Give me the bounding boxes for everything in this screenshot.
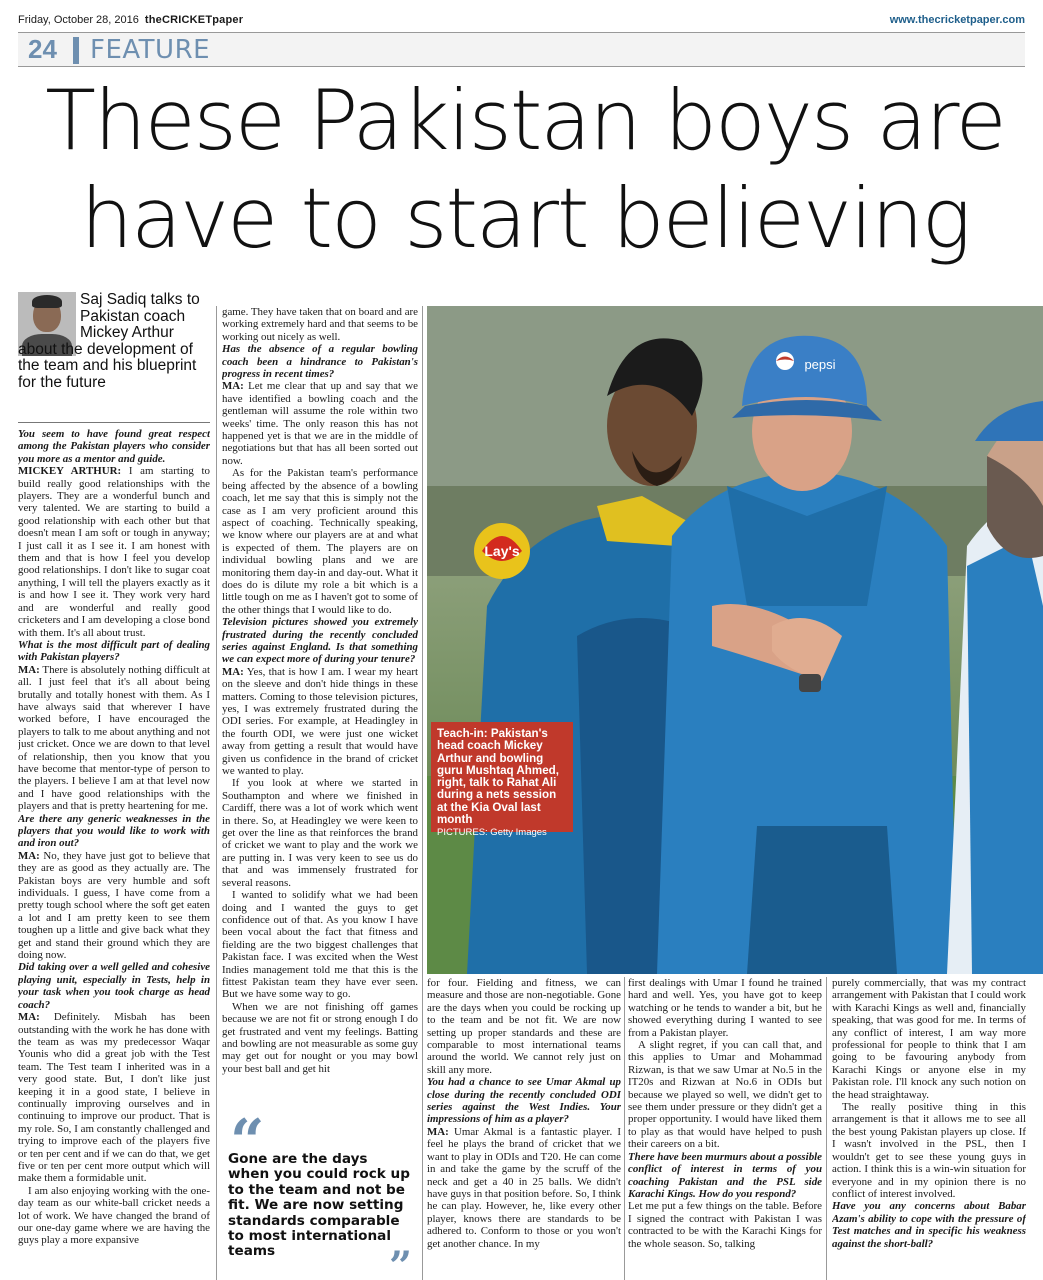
section-divider [73,37,79,64]
interview-question: Has the absence of a regular bowling coach been a hindrance to Pakistan's progress in recent times? [222,343,418,381]
interview-question: There have been murmurs about a possible conflict of interest in terms of you coaching Pakistan and the PSL side Karachi Kings. How do you respond? [628,1150,822,1200]
quote-close-icon: ” [388,1243,412,1280]
interview-question: You seem to have found great respect among the Pakistan players who consider you more as a mentor and guide. [18,428,210,465]
article-column-1 [18,428,210,1280]
section-name: FEATURE [90,35,211,65]
body-paragraph: As for the Pakistan team's performance being affected by the absence of a bowling coach, let me say that this is simply not the case as I am very proficient around this aspect of coaching. Technically speaking, we know where our players are at and what is expected of them. The players are on individual bowling plans and we are monitoring them day-in and day-out. What it does do is dilute my role a bit which is a little tough on me as I haven't got to some of the other things that I would like to do. [222,467,418,616]
body-paragraph: first dealings with Umar I found he trained hard and well. Yes, you have got to keep watching or he tends to wander a bit, but he showed everything during I wanted to see from a Pakistan player. [628,977,822,1039]
body-paragraph: game. They have taken that on board and are working extremely hard and that seems to be working out nicely as well. [222,306,418,343]
standfirst [18,292,210,420]
interview-question: Did taking over a well gelled and cohesive playing unit, especially in Tests, help in your task when you took charge as head coach? [18,961,210,1011]
interview-answer: MA: Definitely. Misbah has been outstanding with the work he has done with the team as was my predecessor Waqar Younis who did a great job with the Test team. The Test team I inherited was in a very good state. But, I don't like just keeping it in a good state, I believe in continually improving ourselves and in continuing to improve our product. That is my role. So, I am constantly challenged and trying to improve each of the players five or ten per cent and if we can do that, we get five or ten per cent more output which will make them a formidable unit. [18,1011,210,1185]
body-paragraph: If you look at where we started in Southampton and where we finished in Cardiff, there was a lot of work which went in there. So, at Headingley we were keen to get over the line as that reinforces the brand of cricket we want to play and the work we are putting in. I was very keen to see us do that and was immensely frustrated for several reasons. [222,777,418,889]
article-column-3 [427,977,621,1280]
pull-quote-text: Gone are the days when you could rock up to the team and not be fit. We are now setting standards comparable to most international teams [228,1151,410,1260]
standfirst-line1: Saj Sadiq talks to [80,291,200,308]
paper-brand: theCRICKETpaper [144,14,244,26]
article-column-2 [222,306,418,1110]
players-illustration [427,306,1043,974]
body-paragraph: I wanted to solidify what we had been doing and I wanted the guys to get confidence out of that. As you know I have been vocal about the fact that fitness and fielding are the two biggest challenges that Pakistan face. I was excited when the West Indies management told me that this is the fittest Pakistan team they have ever seen. But we have some way to go. [222,889,418,1001]
standfirst-rest: about the development of the team and his blueprint for the future [18,340,197,391]
lays-logo [474,523,530,579]
answer-speaker: MA: [222,665,244,678]
main-photo [427,306,1043,974]
body-paragraph: Let me put a few things on the table. Before I signed the contract with Pakistan I was contracted to be with the Karachi Kings for the whole season. So, talking [628,1200,822,1250]
headline: These Pakistan boys are have to start believing [45,72,1005,267]
body-paragraph: A slight regret, if you can call that, and this applies to Umar and Mohammad Rizwan, is that we saw Umar at No.5 in the IT20s and Rizwan at No.6 in ODIs but because we played so well, we didn't get to see them under pressure or they didn't get a proper opportunity. I would have liked them to play as that would have helped to push their careers on a bit. [628,1039,822,1151]
interview-answer: MA: Umar Akmal is a fantastic player. I feel he plays the brand of cricket that we want to play in ODIs and T20. He can come in and take the game by the scruff of the neck and get a 40 in 25 balls. We didn't have guys in that position before. So, I think he can play. However, he, like every other player, knows there are standards to be adhered to. Conform to those or you won't get another chance. In my [427,1125,621,1250]
pull-quote [222,1107,418,1280]
photo-caption [431,722,573,839]
article-column-5 [832,977,1026,1280]
answer-speaker: MA: [18,663,40,676]
section-bar [18,32,1025,67]
standfirst-line3: Mickey Arthur [80,324,174,341]
interview-answer: MA: No, they have just got to believe that they are as good as they actually are. The Pakistan boys are very humble and soft individuals. I guess, I have come from a pretty tough school where the soft get eaten a lot and I am pretty keen to see them toughen up a little and give back what they get and stand their ground which they are doing now. [18,849,210,962]
standfirst-text [18,292,210,391]
answer-speaker: MICKEY ARTHUR: [18,465,122,478]
answer-speaker: MA: [427,1125,449,1138]
article-column-4 [628,977,822,1280]
column-rule [624,977,625,1280]
interview-question: Are there any generic weaknesses in the players that you would like to work with and iron out? [18,812,210,850]
column-rule [216,306,217,1280]
body-paragraph: I am also enjoying working with the one-day team as our white-ball cricket needs a lot of work. We have changed the brand of our one-day game where we are having the guys play a more expansive [18,1184,210,1247]
column-rule [422,306,423,1280]
website-url[interactable]: www.thecricketpaper.com [889,14,1025,26]
interview-answer: MA: Let me clear that up and say that we have identified a bowling coach and the gentleman will assume the role within two weeks' time. The only reason this has not happened yet is that we are in the middle of negotiations but that has all been sorted out now. [222,380,418,467]
interview-answer: MA: Yes, that is how I am. I wear my heart on the sleeve and don't hide things in these matters. Coming to those television pictures, yes, I was extremely frustrated during the ODI series. For example, at Headingley in the fourth ODI, we were just one wicket away from getting a result that would have given us confidence in the brand of cricket we wanted to play. [222,665,418,778]
photo-credit: PICTURES: Getty Images [437,827,547,839]
body-paragraph: The really positive thing in this arrangement is that it allows me to see all the best young Pakistan players up close. If I wasn't involved in the PSL, then I wouldn't get to see these young guys in action. I think this is a win-win situation for everyone and in my opinion there is no conflict of interest involved. [832,1101,1026,1200]
interview-question: What is the most difficult part of dealing with Pakistan players? [18,638,210,664]
standfirst-line2: Pakistan coach [80,307,186,325]
masthead-left [18,14,243,26]
caption-text: Teach-in: Pakistan's head coach Mickey Arthur and bowling guru Mushtaq Ahmed, right, talk to Rahat Ali during a nets session at the Kia Oval last month [437,727,559,827]
pepsi-logo-text: pepsi [804,357,836,372]
interview-question: Have you any concerns about Babar Azam's ability to cope with the pressure of Test matches and in specific his weakness against the short-ball? [832,1200,1026,1250]
masthead [18,14,1025,30]
answer-speaker: MA: [18,1011,40,1024]
interview-question: You had a chance to see Umar Akmal up close during the recently concluded ODI series against the West Indies. Your impressions of him as a player? [427,1076,621,1126]
issue-date: Friday, October 28, 2016 [18,14,139,26]
standfirst-rule [18,422,210,423]
interview-answer: MA: There is absolutely nothing difficult at all. I just feel that it's all about being brutally and totally honest with them. As I have always said that wherever I have worked before, I have encouraged the players to talk to me about anything and not just cricket. Once we are down to that level of relationship, then you know that you have become that mentor-type of person to the players. I believe I am at that level now and I have good relationships with the players and that is pretty heartening for me. [18,663,210,813]
page-number: 24 [28,34,57,64]
body-paragraph: for four. Fielding and fitness, we can measure and those are non-negotiable. Gone are the days when you could be rocking up to the team and be not fit. We are now setting up proper standards and these are comparable to most international teams around the world. We cannot rely just on skill any more. [427,977,621,1076]
column-rule [826,977,827,1280]
lays-logo-text: Lay's [484,543,520,559]
answer-speaker: MA: [222,380,244,393]
body-paragraph: When we are not finishing off games because we are not fit or strong enough I do get frustrated and vent my feelings. Batting and bowling are not measurable as some guy may get out for nought or you may bowl your best ball and get hit [222,1000,418,1075]
interview-question: Television pictures showed you extremely frustrated during the recently concluded series against England. Is that something we can expect more of during your tenure? [222,616,418,666]
quote-open-icon: “ [230,1107,265,1177]
body-paragraph: purely commercially, that was my contract arrangement with Pakistan that I could work with Karachi Kings as well and, financially speaking, that was good for me. In terms of any conflict of interest, I am way more professional for people to think that I am going to be favouring anybody from Karachi Kings or anyone else in my Pakistan role. I'll knock any such notion on the head straightaway. [832,977,1026,1101]
interview-answer: MICKEY ARTHUR: I am starting to build really good relationships with the players. They are a wonderful bunch and very talented. We are starting to build a good relationship with each other but that doesn't mean I am soft or tough in anyway; I just call it as I see it. I am honest with them and that is how I feel you develop good relationships. I don't like to sugar coat anything, I will tell the players exactly as it is and how I see it. They work very hard and are wonderful and really good cricketers and I am developing a close bond with them. It's all about trust. [18,465,210,639]
answer-speaker: MA: [18,849,40,862]
